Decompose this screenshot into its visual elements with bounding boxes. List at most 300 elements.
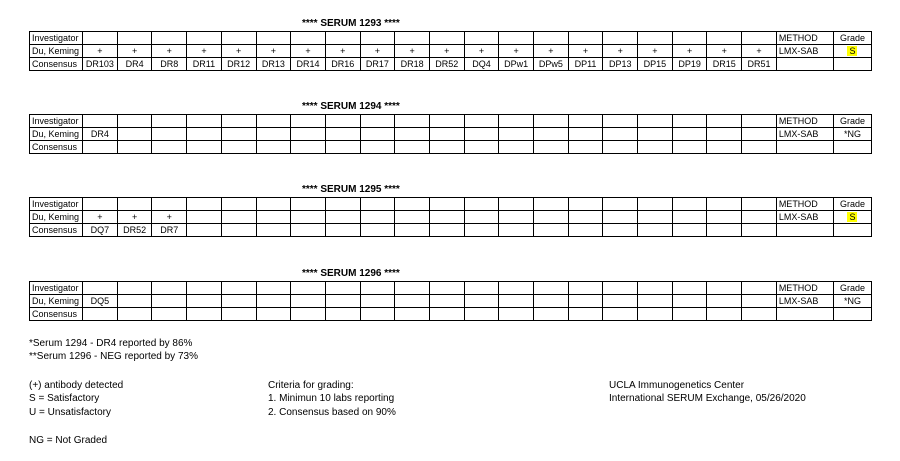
- result-cell: [707, 128, 742, 141]
- footnote-1294: *Serum 1294 - DR4 reported by 86%: [29, 338, 193, 349]
- result-cell: [256, 295, 291, 308]
- method-value: LMX-SAB: [776, 211, 833, 224]
- header-cell: [638, 115, 673, 128]
- header-cell: [603, 115, 638, 128]
- result-cell: [221, 295, 256, 308]
- consensus-cell: [464, 141, 499, 154]
- consensus-cell: DPw5: [534, 58, 569, 71]
- result-cell: [534, 295, 569, 308]
- header-cell: [83, 32, 118, 45]
- header-cell: [256, 282, 291, 295]
- consensus-label: Consensus: [30, 58, 83, 71]
- result-cell: [360, 211, 395, 224]
- result-cell: [360, 128, 395, 141]
- header-cell: [187, 282, 222, 295]
- header-cell: [152, 115, 187, 128]
- legend-satisfactory: S = Satisfactory: [29, 393, 100, 404]
- header-cell: [742, 115, 777, 128]
- header-cell: [742, 32, 777, 45]
- header-cell: [707, 32, 742, 45]
- result-cell: [672, 295, 707, 308]
- result-cell: [395, 128, 430, 141]
- header-cell: [638, 282, 673, 295]
- footnote-1296: **Serum 1296 - NEG reported by 73%: [29, 351, 198, 362]
- consensus-cell: [534, 308, 569, 321]
- consensus-cell: [325, 224, 360, 237]
- grade-header: Grade: [833, 32, 871, 45]
- investigator-name: Du, Keming: [30, 45, 83, 58]
- header-cell: [395, 115, 430, 128]
- criteria-title: Criteria for grading:: [268, 380, 354, 391]
- consensus-cell: [256, 224, 291, 237]
- investigator-label: Investigator: [30, 32, 83, 45]
- header-cell: [603, 32, 638, 45]
- header-cell: [672, 115, 707, 128]
- consensus-cell: [152, 141, 187, 154]
- header-cell: [707, 282, 742, 295]
- result-cell: [325, 295, 360, 308]
- header-cell: [360, 282, 395, 295]
- header-cell: [672, 32, 707, 45]
- header-cell: [429, 198, 464, 211]
- result-cell: +: [603, 45, 638, 58]
- grade-empty: [833, 58, 871, 71]
- consensus-cell: [117, 141, 152, 154]
- investigator-label: Investigator: [30, 282, 83, 295]
- header-cell: [187, 32, 222, 45]
- result-cell: [152, 128, 187, 141]
- result-cell: [291, 211, 326, 224]
- header-row: [30, 282, 872, 295]
- header-cell: [325, 282, 360, 295]
- method-empty: [776, 308, 833, 321]
- header-cell: [534, 115, 569, 128]
- header-cell: [568, 198, 603, 211]
- header-cell: [464, 32, 499, 45]
- serum-title: **** SERUM 1295 ****: [302, 184, 400, 195]
- result-cell: [499, 128, 534, 141]
- consensus-cell: [360, 141, 395, 154]
- method-empty: [776, 58, 833, 71]
- header-row: [30, 198, 872, 211]
- result-cell: +: [429, 45, 464, 58]
- grade-header: Grade: [833, 115, 871, 128]
- consensus-cell: [638, 308, 673, 321]
- consensus-cell: [568, 224, 603, 237]
- result-cell: +: [499, 45, 534, 58]
- consensus-cell: [742, 308, 777, 321]
- result-cell: +: [360, 45, 395, 58]
- header-cell: [117, 32, 152, 45]
- grade-value: [833, 295, 871, 308]
- result-cell: [325, 128, 360, 141]
- header-cell: [464, 282, 499, 295]
- investigator-name: Du, Keming: [30, 295, 83, 308]
- consensus-cell: DPw1: [499, 58, 534, 71]
- result-cell: [568, 211, 603, 224]
- header-cell: [221, 282, 256, 295]
- grade-empty: [833, 308, 871, 321]
- consensus-cell: [83, 308, 118, 321]
- grade-badge: S: [849, 46, 856, 56]
- consensus-cell: DP19: [672, 58, 707, 71]
- result-cell: [742, 295, 777, 308]
- grade-value: [833, 45, 871, 58]
- consensus-cell: DR15: [707, 58, 742, 71]
- consensus-row: [30, 308, 872, 321]
- result-cell: [707, 211, 742, 224]
- header-row: [30, 32, 872, 45]
- consensus-cell: [568, 141, 603, 154]
- header-cell: [672, 198, 707, 211]
- header-cell: [707, 198, 742, 211]
- header-cell: [638, 198, 673, 211]
- result-cell: DR4: [83, 128, 118, 141]
- result-cell: [568, 295, 603, 308]
- consensus-cell: [221, 308, 256, 321]
- result-cell: [638, 211, 673, 224]
- result-cell: [291, 295, 326, 308]
- result-cell: +: [256, 45, 291, 58]
- header-cell: [221, 115, 256, 128]
- consensus-cell: DR4: [117, 58, 152, 71]
- grade-header: Grade: [833, 198, 871, 211]
- header-cell: [117, 198, 152, 211]
- header-cell: [360, 115, 395, 128]
- result-cell: [499, 211, 534, 224]
- method-value: LMX-SAB: [776, 295, 833, 308]
- result-cell: [534, 128, 569, 141]
- result-cell: [638, 128, 673, 141]
- grade-badge: *NG: [843, 129, 861, 139]
- consensus-cell: DR52: [429, 58, 464, 71]
- result-cell: +: [117, 45, 152, 58]
- method-value: LMX-SAB: [776, 45, 833, 58]
- consensus-cell: [256, 308, 291, 321]
- consensus-cell: [672, 141, 707, 154]
- grade-value: [833, 211, 871, 224]
- legend-unsatisfactory: U = Unsatisfactory: [29, 407, 111, 418]
- result-cell: [638, 295, 673, 308]
- consensus-cell: [534, 224, 569, 237]
- header-cell: [464, 198, 499, 211]
- consensus-label: Consensus: [30, 224, 83, 237]
- header-cell: [117, 115, 152, 128]
- header-cell: [221, 198, 256, 211]
- header-cell: [429, 32, 464, 45]
- consensus-cell: DR7: [152, 224, 187, 237]
- consensus-cell: [638, 224, 673, 237]
- header-cell: [325, 32, 360, 45]
- result-cell: [464, 211, 499, 224]
- result-cell: [395, 211, 430, 224]
- investigator-row: [30, 295, 872, 308]
- result-cell: [499, 295, 534, 308]
- consensus-cell: DR8: [152, 58, 187, 71]
- consensus-cell: [568, 308, 603, 321]
- header-cell: [187, 198, 222, 211]
- consensus-row: [30, 224, 872, 237]
- result-cell: +: [221, 45, 256, 58]
- header-cell: [429, 115, 464, 128]
- header-cell: [603, 282, 638, 295]
- serum-table: [29, 114, 872, 154]
- result-cell: +: [83, 211, 118, 224]
- consensus-cell: [395, 308, 430, 321]
- header-cell: [603, 198, 638, 211]
- consensus-cell: [672, 308, 707, 321]
- result-cell: [221, 211, 256, 224]
- header-cell: [395, 198, 430, 211]
- header-cell: [568, 282, 603, 295]
- result-cell: [256, 128, 291, 141]
- result-cell: [568, 128, 603, 141]
- consensus-cell: [187, 141, 222, 154]
- investigator-row: [30, 211, 872, 224]
- consensus-cell: [638, 141, 673, 154]
- consensus-cell: [499, 308, 534, 321]
- result-cell: +: [152, 211, 187, 224]
- method-header: METHOD: [776, 115, 833, 128]
- consensus-cell: [742, 141, 777, 154]
- result-cell: [534, 211, 569, 224]
- header-cell: [534, 32, 569, 45]
- result-cell: +: [187, 45, 222, 58]
- header-cell: [672, 282, 707, 295]
- result-cell: [429, 128, 464, 141]
- result-cell: [429, 211, 464, 224]
- consensus-cell: [707, 224, 742, 237]
- consensus-cell: DR51: [742, 58, 777, 71]
- legend-not-graded: NG = Not Graded: [29, 435, 108, 446]
- result-cell: [152, 295, 187, 308]
- header-cell: [499, 32, 534, 45]
- consensus-cell: [83, 141, 118, 154]
- result-cell: [742, 128, 777, 141]
- result-cell: [464, 295, 499, 308]
- consensus-cell: [672, 224, 707, 237]
- grade-badge: S: [849, 212, 856, 222]
- result-cell: DQ5: [83, 295, 118, 308]
- consensus-cell: [360, 308, 395, 321]
- grade-badge: *NG: [843, 296, 861, 306]
- result-cell: +: [742, 45, 777, 58]
- consensus-cell: [429, 141, 464, 154]
- header-cell: [429, 282, 464, 295]
- result-cell: +: [395, 45, 430, 58]
- consensus-cell: DR52: [117, 224, 152, 237]
- consensus-label: Consensus: [30, 308, 83, 321]
- method-header: METHOD: [776, 32, 833, 45]
- header-cell: [499, 282, 534, 295]
- consensus-cell: [603, 141, 638, 154]
- consensus-label: Consensus: [30, 141, 83, 154]
- result-cell: [256, 211, 291, 224]
- result-cell: [325, 211, 360, 224]
- result-cell: +: [638, 45, 673, 58]
- consensus-cell: [395, 224, 430, 237]
- consensus-cell: [499, 224, 534, 237]
- consensus-cell: [325, 308, 360, 321]
- header-cell: [499, 198, 534, 211]
- result-cell: +: [707, 45, 742, 58]
- consensus-cell: [499, 141, 534, 154]
- exchange-info: International SERUM Exchange, 05/26/2020: [609, 393, 806, 404]
- consensus-cell: [221, 141, 256, 154]
- result-cell: [707, 295, 742, 308]
- header-cell: [534, 198, 569, 211]
- header-cell: [291, 198, 326, 211]
- header-cell: [256, 198, 291, 211]
- result-cell: [187, 211, 222, 224]
- consensus-cell: [603, 308, 638, 321]
- result-cell: +: [464, 45, 499, 58]
- grade-header: Grade: [833, 282, 871, 295]
- result-cell: [672, 128, 707, 141]
- header-cell: [360, 32, 395, 45]
- consensus-cell: DR14: [291, 58, 326, 71]
- investigator-name: Du, Keming: [30, 128, 83, 141]
- header-cell: [395, 32, 430, 45]
- serum-title: **** SERUM 1296 ****: [302, 268, 400, 279]
- result-cell: +: [83, 45, 118, 58]
- result-cell: [603, 128, 638, 141]
- consensus-cell: [152, 308, 187, 321]
- header-cell: [256, 115, 291, 128]
- result-cell: [221, 128, 256, 141]
- consensus-cell: [117, 308, 152, 321]
- consensus-cell: DP15: [638, 58, 673, 71]
- header-cell: [568, 32, 603, 45]
- result-cell: [672, 211, 707, 224]
- header-cell: [291, 32, 326, 45]
- grade-empty: [833, 224, 871, 237]
- header-cell: [83, 115, 118, 128]
- consensus-cell: [221, 224, 256, 237]
- consensus-cell: [534, 141, 569, 154]
- header-cell: [742, 198, 777, 211]
- consensus-cell: [291, 308, 326, 321]
- consensus-cell: DQ4: [464, 58, 499, 71]
- result-cell: +: [325, 45, 360, 58]
- result-cell: [187, 295, 222, 308]
- criteria-item-2: 2. Consensus based on 90%: [268, 407, 396, 418]
- consensus-cell: DR18: [395, 58, 430, 71]
- header-cell: [499, 115, 534, 128]
- consensus-cell: DR12: [221, 58, 256, 71]
- grade-empty: [833, 141, 871, 154]
- investigator-name: Du, Keming: [30, 211, 83, 224]
- result-cell: [603, 211, 638, 224]
- consensus-cell: [187, 308, 222, 321]
- investigator-label: Investigator: [30, 198, 83, 211]
- header-cell: [325, 198, 360, 211]
- result-cell: [429, 295, 464, 308]
- consensus-cell: [291, 141, 326, 154]
- header-cell: [256, 32, 291, 45]
- header-cell: [534, 282, 569, 295]
- header-cell: [464, 115, 499, 128]
- method-header: METHOD: [776, 282, 833, 295]
- grade-value: [833, 128, 871, 141]
- result-cell: [395, 295, 430, 308]
- legend-positive: (+) antibody detected: [29, 380, 124, 391]
- serum-table: [29, 31, 872, 71]
- result-cell: [603, 295, 638, 308]
- header-cell: [291, 115, 326, 128]
- header-cell: [742, 282, 777, 295]
- consensus-row: [30, 58, 872, 71]
- result-cell: [291, 128, 326, 141]
- consensus-cell: [325, 141, 360, 154]
- header-cell: [360, 198, 395, 211]
- consensus-cell: DR11: [187, 58, 222, 71]
- consensus-cell: [464, 224, 499, 237]
- consensus-cell: [429, 308, 464, 321]
- consensus-cell: [187, 224, 222, 237]
- consensus-cell: DR16: [325, 58, 360, 71]
- consensus-cell: [603, 224, 638, 237]
- result-cell: [117, 128, 152, 141]
- consensus-cell: [360, 224, 395, 237]
- header-row: [30, 115, 872, 128]
- result-cell: +: [672, 45, 707, 58]
- consensus-cell: DR17: [360, 58, 395, 71]
- method-empty: [776, 224, 833, 237]
- header-cell: [152, 282, 187, 295]
- consensus-cell: [707, 141, 742, 154]
- consensus-cell: DR13: [256, 58, 291, 71]
- consensus-cell: DR103: [83, 58, 118, 71]
- result-cell: +: [117, 211, 152, 224]
- consensus-cell: [742, 224, 777, 237]
- result-cell: +: [568, 45, 603, 58]
- result-cell: +: [152, 45, 187, 58]
- consensus-cell: [429, 224, 464, 237]
- header-cell: [221, 32, 256, 45]
- investigator-row: [30, 128, 872, 141]
- investigator-row: [30, 45, 872, 58]
- header-cell: [568, 115, 603, 128]
- serum-title: **** SERUM 1294 ****: [302, 101, 400, 112]
- result-cell: [464, 128, 499, 141]
- center-name: UCLA Immunogenetics Center: [609, 380, 745, 391]
- serum-table: [29, 197, 872, 237]
- criteria-item-1: 1. Minimun 10 labs reporting: [268, 393, 395, 404]
- consensus-row: [30, 141, 872, 154]
- header-cell: [83, 282, 118, 295]
- serum-table: [29, 281, 872, 321]
- header-cell: [117, 282, 152, 295]
- header-cell: [152, 198, 187, 211]
- consensus-cell: [464, 308, 499, 321]
- consensus-cell: [291, 224, 326, 237]
- investigator-label: Investigator: [30, 115, 83, 128]
- header-cell: [638, 32, 673, 45]
- consensus-cell: DP13: [603, 58, 638, 71]
- method-value: LMX-SAB: [776, 128, 833, 141]
- result-cell: [742, 211, 777, 224]
- method-header: METHOD: [776, 198, 833, 211]
- result-cell: +: [291, 45, 326, 58]
- header-cell: [83, 198, 118, 211]
- header-cell: [291, 282, 326, 295]
- result-cell: [360, 295, 395, 308]
- method-empty: [776, 141, 833, 154]
- header-cell: [187, 115, 222, 128]
- consensus-cell: [707, 308, 742, 321]
- serum-title: **** SERUM 1293 ****: [302, 18, 400, 29]
